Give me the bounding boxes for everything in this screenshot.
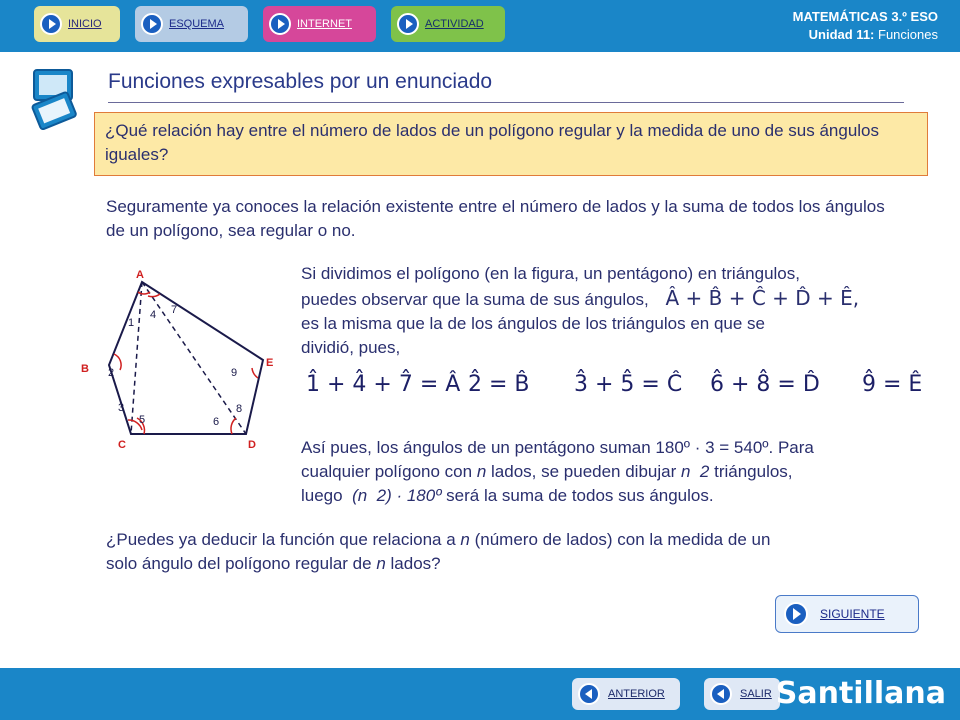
monitor-icon bbox=[26, 68, 82, 138]
play-icon bbox=[269, 13, 291, 35]
back-icon bbox=[578, 683, 600, 705]
explain-line-2-text: puedes observar que la suma de sus ángulos, bbox=[301, 290, 649, 309]
unit-name: Funciones bbox=[878, 27, 938, 42]
play-icon bbox=[40, 13, 62, 35]
back-icon bbox=[710, 683, 732, 705]
conclusion-2b: lados, se pueden dibujar bbox=[491, 462, 677, 481]
conclusion-2a: cualquier polígono con bbox=[301, 462, 473, 481]
internet-label: INTERNET bbox=[297, 18, 352, 30]
explain-paragraph bbox=[301, 262, 951, 360]
esquema-label: ESQUEMA bbox=[169, 18, 225, 30]
title-divider bbox=[108, 102, 904, 103]
explain-line-3: es la misma que la de los ángulos de los triángulos en que se bbox=[301, 314, 766, 333]
final-question bbox=[106, 528, 946, 576]
angle-label-6: 6 bbox=[213, 416, 220, 428]
santillana-logo: Santillana bbox=[775, 676, 946, 711]
question-box: ¿Qué relación hay entre el número de lados de un polígono regular y la medida de uno de sus ángulos iguales? bbox=[94, 112, 928, 176]
conclusion-2c: triángulos, bbox=[714, 462, 793, 481]
equation-b: 2̂ = B̂ bbox=[468, 372, 530, 397]
play-icon bbox=[784, 602, 808, 626]
conclusion-line-2 bbox=[301, 460, 951, 484]
play-icon bbox=[397, 13, 419, 35]
conclusion-3a: luego bbox=[301, 486, 343, 505]
vertex-label-e: E bbox=[266, 357, 274, 369]
vertex-label-c: C bbox=[118, 439, 126, 451]
intro-paragraph: Seguramente ya conoces la relación existente entre el número de lados y la suma de todos los ángulos de un polígono, sea regular o no. bbox=[106, 197, 885, 240]
sum-angles-formula: Â + B̂ + Ĉ + D̂ + Ê, bbox=[665, 286, 860, 310]
expr-n-minus-2: n 2 bbox=[681, 462, 710, 481]
vertex-label-b: B bbox=[81, 363, 89, 375]
siguiente-button[interactable] bbox=[775, 595, 919, 633]
internet-button[interactable] bbox=[263, 6, 376, 42]
angle-label-3: 3 bbox=[118, 402, 125, 414]
angle-label-4: 4 bbox=[150, 309, 157, 321]
header-brand bbox=[793, 8, 938, 44]
var-n: n bbox=[476, 462, 487, 481]
explain-line-4: dividió, pues, bbox=[301, 338, 401, 357]
equation-e: 9̂ = Ê bbox=[862, 372, 923, 397]
angle-label-9: 9 bbox=[231, 367, 238, 379]
expr-paren: (n 2) · 180º bbox=[352, 486, 442, 505]
equation-c: 3̂ + 5̂ = Ĉ bbox=[574, 372, 683, 397]
anterior-button[interactable] bbox=[572, 678, 680, 710]
explain-line-1: Si dividimos el polígono (en la figura, un pentágono) en triángulos, bbox=[301, 264, 800, 283]
actividad-label: ACTIVIDAD bbox=[425, 18, 484, 30]
equation-a: 1̂ + 4̂ + 7̂ = Â bbox=[306, 372, 461, 397]
conclusion-line-3 bbox=[301, 484, 951, 508]
vertex-label-d: D bbox=[248, 439, 256, 451]
esquema-button[interactable] bbox=[135, 6, 248, 42]
angle-label-2: 2 bbox=[108, 367, 115, 379]
equation-d: 6̂ + 8̂ = D̂ bbox=[710, 372, 820, 397]
angle-label-5: 5 bbox=[139, 414, 146, 426]
inicio-label: INICIO bbox=[68, 18, 102, 30]
angle-label-8: 8 bbox=[236, 403, 243, 415]
angle-label-1: 1 bbox=[128, 317, 135, 329]
salir-label: SALIR bbox=[740, 688, 772, 700]
play-icon bbox=[141, 13, 163, 35]
actividad-button[interactable] bbox=[391, 6, 505, 42]
var-n: n bbox=[460, 530, 470, 549]
page-title: Funciones expresables por un enunciado bbox=[108, 70, 493, 93]
pentagon-figure bbox=[76, 268, 286, 458]
anterior-label: ANTERIOR bbox=[608, 688, 665, 700]
conclusion-3b: será la suma de todos sus ángulos. bbox=[446, 486, 714, 505]
subject-label: MATEMÁTICAS 3.º ESO bbox=[792, 9, 938, 24]
inicio-button[interactable] bbox=[34, 6, 120, 42]
salir-button[interactable] bbox=[704, 678, 780, 710]
final-d: lados? bbox=[390, 554, 441, 573]
explain-line-2 bbox=[301, 286, 951, 312]
final-c: solo ángulo del polígono regular de bbox=[106, 554, 372, 573]
final-a: ¿Puedes ya deducir la función que relaciona a bbox=[106, 530, 456, 549]
final-line-1 bbox=[106, 528, 946, 552]
final-line-2 bbox=[106, 552, 946, 576]
vertex-label-a: A bbox=[136, 269, 144, 281]
final-b: (número de lados) con la medida de un bbox=[474, 530, 771, 549]
angle-label-7: 7 bbox=[171, 304, 178, 316]
unit-label: Unidad 11: bbox=[808, 27, 875, 42]
conclusion-line-1: Así pues, los ángulos de un pentágono suman 180º · 3 = 540º. Para bbox=[301, 438, 814, 457]
var-n: n bbox=[376, 554, 386, 573]
siguiente-label: SIGUIENTE bbox=[820, 607, 885, 621]
conclusion-paragraph bbox=[301, 436, 951, 508]
